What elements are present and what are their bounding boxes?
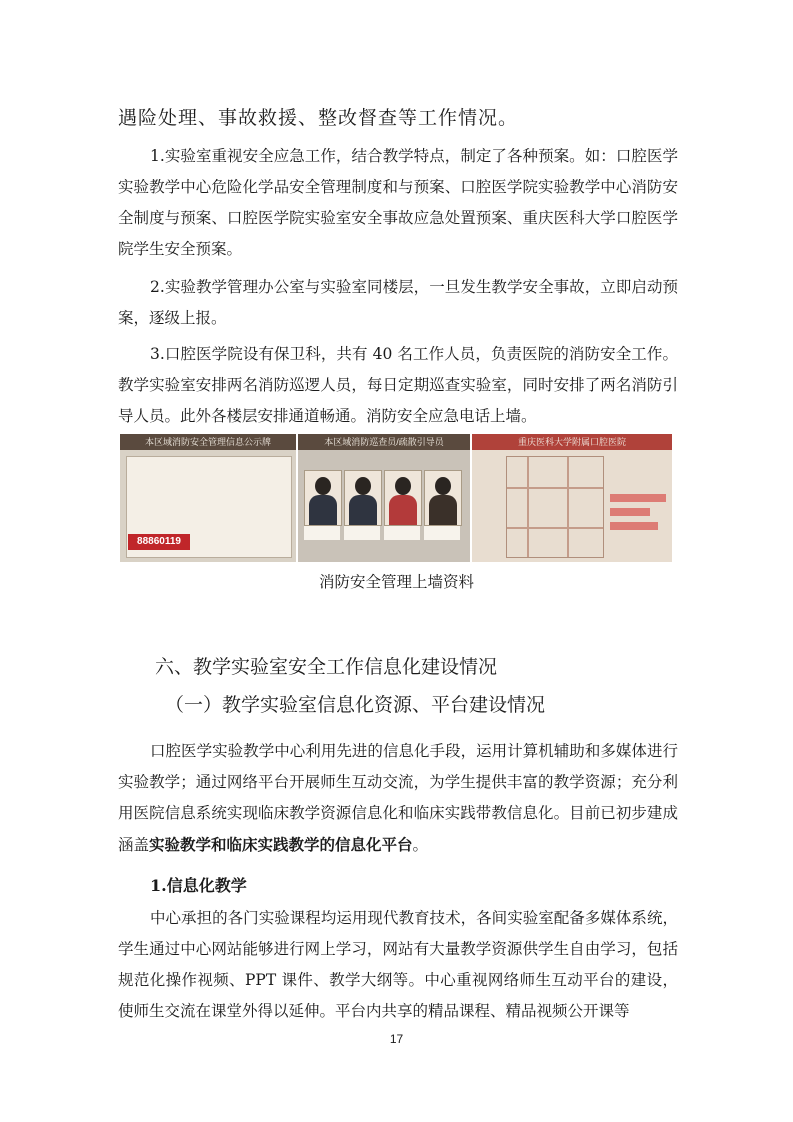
- page-number: 17: [389, 1032, 404, 1046]
- patrol-board-title: 本区域消防巡查员/疏散引导员: [298, 434, 470, 450]
- bold-phrase: 实验教学和临床实践教学的信息化平台: [149, 835, 413, 854]
- photo-strip: [120, 434, 672, 562]
- map-title: 重庆医科大学附属口腔医院: [472, 434, 672, 450]
- paragraph-2: 2.实验教学管理办公室与实验室同楼层，一旦发生教学安全事故，立即启动预案，逐级上报。: [118, 278, 678, 327]
- intro-line: 遇险处理、事故救援、整改督查等工作情况。: [118, 107, 519, 129]
- section-body: 口腔医学实验教学中心利用先进的信息化手段，运用计算机辅助和多媒体进行实验教学；通过网络平台开展师生互动交流，为学生提供丰富的教学资源；充分利用医院信息系统实现临床教学资源信息化和临床实践带教信息化。目前已初步建成涵盖实验教学和临床实践教学的信息化平台。: [118, 742, 678, 854]
- sub-heading: 1.信息化教学: [150, 876, 247, 895]
- photo-patrol-staff: [298, 434, 470, 562]
- emergency-phone: 88860119: [128, 534, 190, 550]
- subsection-title: （一）教学实验室信息化资源、平台建设情况: [165, 694, 546, 716]
- photo-evacuation-map: [472, 434, 672, 562]
- staff-portrait: [344, 470, 382, 526]
- paragraph-1: 1.实验室重视安全应急工作，结合教学特点，制定了各种预案。如：口腔医学实验教学中心危险化学品安全管理制度和与预案、口腔医学院实验教学中心消防安全制度与预案、口腔医学院实验室安全事故应急处置预案、重庆医科大学口腔医学院学生安全预案。: [118, 147, 678, 258]
- staff-portrait: [424, 470, 462, 526]
- photo-caption: 消防安全管理上墙资料: [318, 573, 474, 591]
- photo-fire-safety-board: [120, 434, 296, 562]
- section-title: 六、教学实验室安全工作信息化建设情况: [155, 656, 498, 678]
- paragraph-3: 3.口腔医学院设有保卫科，共有 40 名工作人员，负责医院的消防安全工作。教学实验室安排两名消防巡逻人员，每日定期巡查实验室，同时安排了两名消防引导人员。此外各楼层安排通道畅通。消防安全应急电话上墙。: [118, 345, 678, 425]
- floor-plan: [506, 456, 604, 558]
- board-title: 本区域消防安全管理信息公示牌: [120, 434, 296, 450]
- section-body-2: 中心承担的各门实验课程均运用现代教育技术，各间实验室配备多媒体系统，学生通过中心网站能够进行网上学习，网站有大量教学资源供学生自由学习，包括规范化操作视频、PPT 课件、教学大纲等。中心重视网络师生互动平台的建设，使师生交流在课堂外得以延伸。平台内共享的精品课程、精品视频公开课等: [118, 909, 678, 1020]
- staff-portrait: [384, 470, 422, 526]
- staff-portrait: [304, 470, 342, 526]
